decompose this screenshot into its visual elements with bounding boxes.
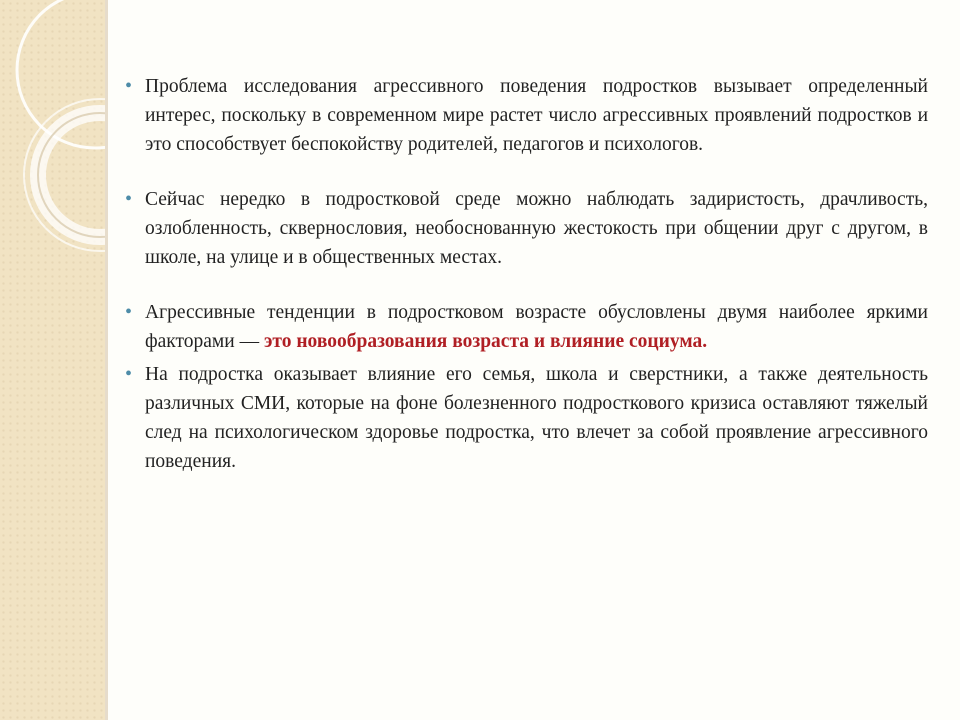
list-item	[125, 360, 928, 476]
bullet-text: На подростка оказывает влияние его семья, школа и сверстники, а также деятельность различных СМИ, которые на фоне болезненного подросткового кризиса оставляют тяжелый след на психологическом здоровье подростка, что влечет за собой проявление агрессивного поведения.	[145, 364, 928, 472]
list-item	[125, 72, 928, 159]
decorative-rings-icon	[0, 0, 105, 720]
bullet-icon: •	[125, 75, 133, 97]
bullet-text: Сейчас нередко в подростковой среде можно наблюдать задиристость, драчливость, озлобленность, сквернословия, необоснованную жестокость при общении друг с другом, в школе, на улице и в общественных местах.	[145, 189, 928, 268]
bullet-icon: •	[125, 363, 133, 385]
highlighted-text: это новообразования возраста и влияние социума.	[263, 331, 708, 352]
decorative-sidebar	[0, 0, 105, 720]
bullet-icon: •	[125, 301, 133, 323]
bullet-text: Проблема исследования агрессивного поведения подростков вызывает определенный интерес, поскольку в современном мире растет число агрессивных проявлений подростков и это способствует беспокойству родителей, педагогов и психологов.	[145, 76, 928, 155]
list-item	[125, 185, 928, 272]
sidebar-divider	[105, 0, 108, 720]
bullet-list	[125, 72, 928, 502]
bullet-text-plain: Агрессивные тенденции в подростковом возрасте обусловлены двумя наиболее яркими факторами —	[145, 302, 928, 352]
list-item	[125, 298, 928, 356]
bullet-icon: •	[125, 188, 133, 210]
bullet-text	[145, 298, 928, 356]
